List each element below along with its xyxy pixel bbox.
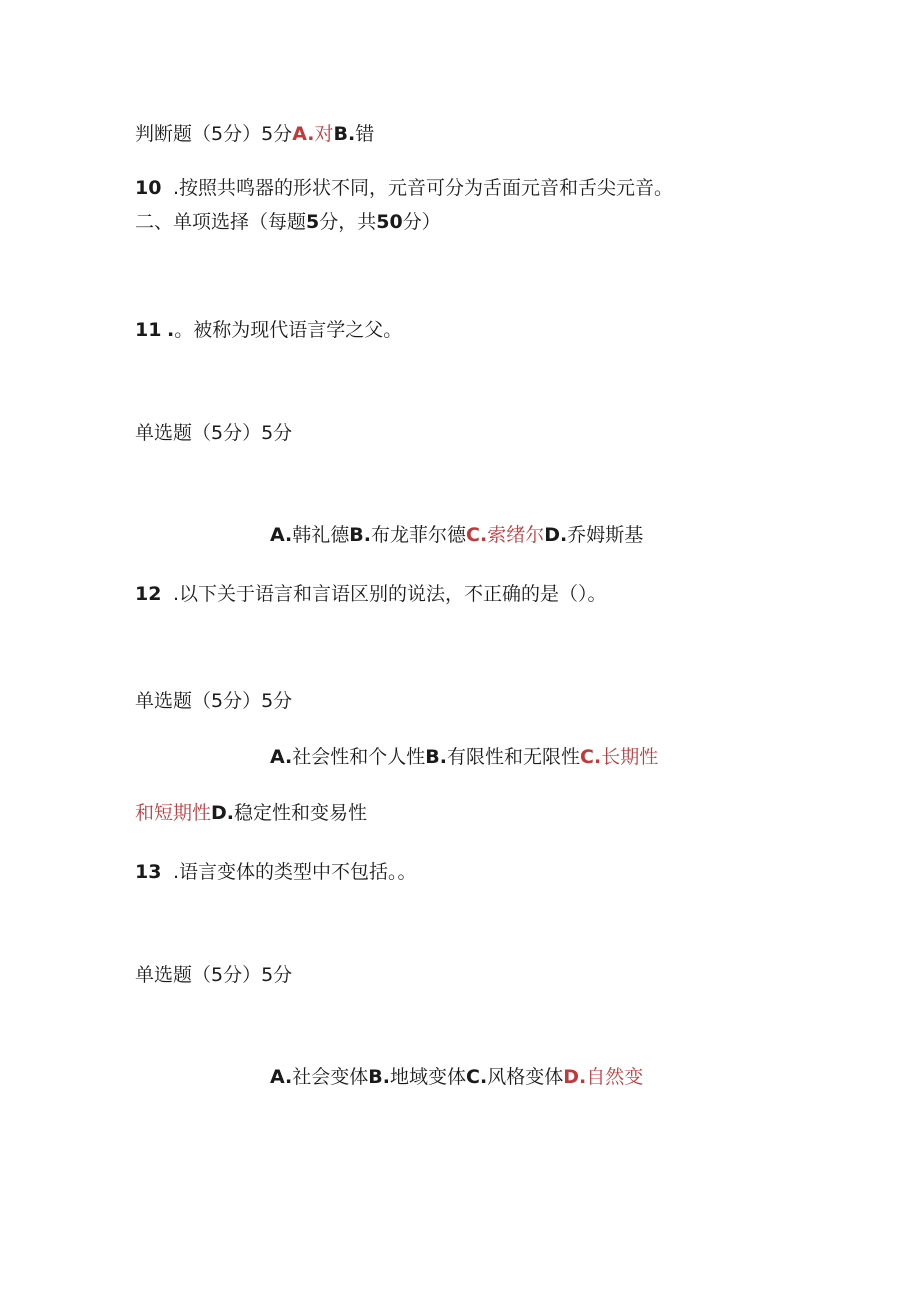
section-2-heading-points: 5 <box>306 211 320 233</box>
q12-stem: .以下关于语言和言语区别的说法，不正确的是（）。 <box>173 583 607 605</box>
q13-stem: .语言变体的类型中不包括。。 <box>173 861 417 883</box>
q11-option-b-prefix: B. <box>349 524 371 546</box>
q12-type-label: 单选题（5分）5分 <box>135 690 293 712</box>
q13-option-d-prefix: D. <box>563 1066 587 1088</box>
section-2-heading-total: 50 <box>376 211 403 233</box>
q10-option-a-prefix: A. <box>292 123 315 145</box>
q11-option-c-text: 索绪尔 <box>487 524 545 546</box>
section-2-heading-post: 分） <box>402 211 441 233</box>
q10-answer-line <box>135 122 374 146</box>
q12-option-b-text: 有限性和无限性 <box>447 746 581 768</box>
q13-number: 13 <box>135 861 162 883</box>
q11-stem: 。被称为现代语言学之父。 <box>174 319 403 341</box>
q12-option-a-prefix: A. <box>270 746 293 768</box>
q12-options-line-1 <box>270 745 658 769</box>
q10-option-a-text: 对 <box>314 123 334 145</box>
q10-option-b-prefix: B. <box>333 123 356 145</box>
q13-option-a-prefix: A. <box>270 1066 293 1088</box>
q11-option-b-text: 布龙菲尔德 <box>371 524 467 546</box>
q13-question <box>135 860 417 884</box>
q10-stem: .按照共鸣器的形状不同，元音可分为舌面元音和舌尖元音。 <box>173 177 674 199</box>
q12-option-b-prefix: B. <box>425 746 447 768</box>
q11-option-d-prefix: D. <box>544 524 568 546</box>
q10-type-label: 判断题（5分）5分 <box>135 123 293 145</box>
q11-options <box>270 523 643 547</box>
q11-option-d-text: 乔姆斯基 <box>567 524 644 546</box>
q12-option-a-text: 社会性和个人性 <box>292 746 426 768</box>
q11-type-label: 单选题（5分）5分 <box>135 422 293 444</box>
q12-question <box>135 582 607 606</box>
q10-option-b-text: 错 <box>355 123 375 145</box>
section-2-heading-pre: 二、单项选择（每题 <box>135 211 307 233</box>
q13-options <box>270 1065 643 1089</box>
q12-option-d-prefix: D. <box>211 802 235 824</box>
q12-option-c-prefix: C. <box>580 746 602 768</box>
q13-option-c-text: 风格变体 <box>487 1066 564 1088</box>
q12-number: 12 <box>135 583 162 605</box>
q13-type-label: 单选题（5分）5分 <box>135 964 293 986</box>
q12-options-line-2 <box>135 801 367 825</box>
q10-question <box>135 176 673 200</box>
q11-question <box>135 318 402 342</box>
q11-option-a-prefix: A. <box>270 524 293 546</box>
q13-option-b-prefix: B. <box>368 1066 390 1088</box>
q11-option-c-prefix: C. <box>466 524 488 546</box>
section-2-heading <box>135 210 441 234</box>
q13-option-b-text: 地域变体 <box>390 1066 467 1088</box>
q10-number: 10 <box>135 177 162 199</box>
q13-option-a-text: 社会变体 <box>292 1066 369 1088</box>
q11-stem-prefix: . <box>167 319 175 341</box>
q13-option-d-text: 自然变 <box>586 1066 644 1088</box>
section-2-heading-mid: 分，共 <box>319 211 377 233</box>
q12-option-c-text-line-2: 和短期性 <box>135 802 212 824</box>
q11-number: 11 <box>135 319 162 341</box>
q11-option-a-text: 韩礼德 <box>292 524 350 546</box>
q13-option-c-prefix: C. <box>466 1066 488 1088</box>
q12-option-c-text-line-1: 长期性 <box>601 746 659 768</box>
q12-option-d-text: 稳定性和变易性 <box>234 802 368 824</box>
